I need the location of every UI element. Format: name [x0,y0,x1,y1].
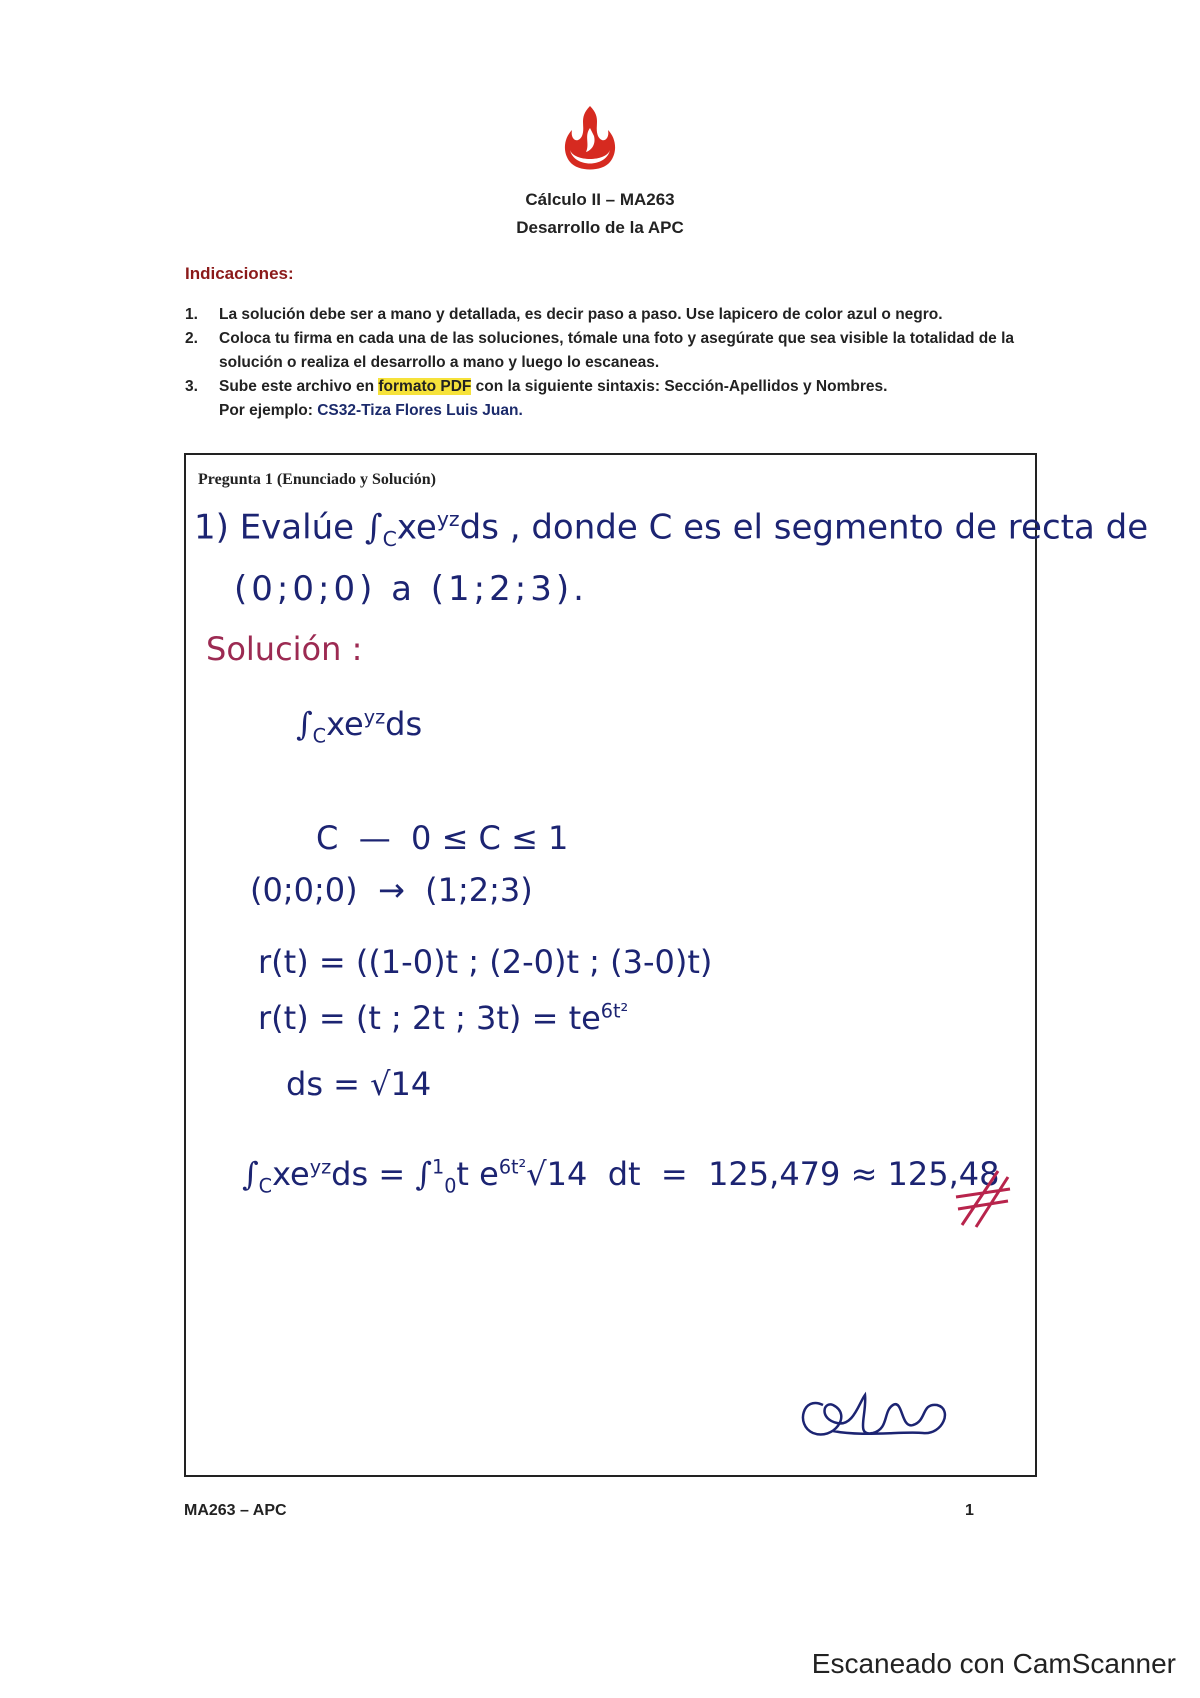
exponent: yz [309,1155,332,1179]
integral-sign-icon: ∫ [296,705,313,743]
upper-limit: 1 [431,1155,445,1179]
lower-limit: 0 [444,1174,457,1198]
indicacion-text-part: La solución debe ser a mano y detallada, es decir paso a paso. Use lapicero de [219,306,805,323]
indicacion-text-emphasis: color azul o negro. [804,306,943,323]
indicacion-text-part: Sube este archivo en [219,378,379,395]
integrand: t e [456,1155,499,1193]
statement-text: ds , donde C es el segmento de recta de [459,507,1149,548]
indicacion-text-part: con la siguiente sintaxis: Sección-Apellidos y Nombres. [471,378,888,395]
exponent: 6t² [498,1155,527,1179]
indicacion-text [219,303,1045,327]
integrand: xe [272,1155,310,1193]
points-line: (0;0;0) → (1;2;3) [250,871,533,909]
statement-line-1 [194,507,1148,551]
course-title: Cálculo II – MA263 [525,190,675,209]
integral-subscript: C [258,1174,273,1198]
indicacion-number: 2. [185,330,198,347]
final-line [242,1155,1000,1197]
differential: ds [385,705,423,743]
c-range: C — 0 ≤ C ≤ 1 [316,819,569,857]
integrand: xe [396,507,437,548]
signature-icon [793,1375,953,1455]
course-subtitle: Desarrollo de la APC [516,218,684,237]
integral-sign-icon: ∫ [242,1155,259,1193]
strike-mark-icon [952,1163,1012,1233]
exponent: yz [363,705,386,729]
indicacion-item-2 [185,327,1045,375]
indicaciones-list [185,303,1045,423]
r-line-1: r(t) = ((1-0)t ; (2-0)t ; (3-0)t) [258,943,713,981]
statement-text: 1) Evalúe [194,507,365,548]
final-result: √14 dt = 125,479 ≈ 125,48 [526,1155,1000,1193]
scanner-watermark: Escaneado con CamScanner [811,1648,1176,1679]
integral-expression [296,705,422,747]
example-value: CS32-Tiza Flores Luis Juan. [317,402,523,419]
upc-logo-icon [556,100,624,180]
integrand: xe [326,705,364,743]
integral-sign-icon: ∫ [415,1155,432,1193]
indicacion-example [219,399,1045,423]
indicacion-item-3 [185,375,1045,399]
question-label: Pregunta 1 (Enunciado y Solución) [198,471,436,488]
integral-sign-icon: ∫ [364,507,383,548]
solution-title: Solución : [206,630,363,668]
footer-course: MA263 – APC [184,1502,287,1519]
integral-subscript: C [312,724,327,748]
indicacion-text: Coloca tu firma en cada una de las soluciones, tómale una foto y asegúrate que sea visible la totalidad de la solución o realiza el desarrollo a mano y luego lo escaneas. [219,330,1015,371]
indicacion-number: 3. [185,378,198,395]
indicacion-text [219,375,1045,399]
exponent: yz [436,507,460,531]
page-number: 1 [965,1502,974,1519]
r-line-2 [258,999,628,1037]
indicacion-number: 1. [185,306,198,323]
indicaciones-title: Indicaciones: [185,264,294,283]
integral-subscript: C [382,527,397,552]
differential: ds [331,1155,369,1193]
exponent: 6t² [600,999,629,1023]
question-box [184,453,1149,1477]
equals-sign: = [378,1155,406,1193]
indicacion-item-1 [185,303,1045,327]
ds-line: ds = √14 [286,1065,432,1103]
example-label: Por ejemplo: [219,402,318,419]
r-line-2-text: r(t) = (t ; 2t ; 3t) = te [258,999,601,1037]
statement-line-2: (0;0;0) a (1;2;3). [234,569,588,609]
highlighted-text: formato PDF [378,378,472,395]
